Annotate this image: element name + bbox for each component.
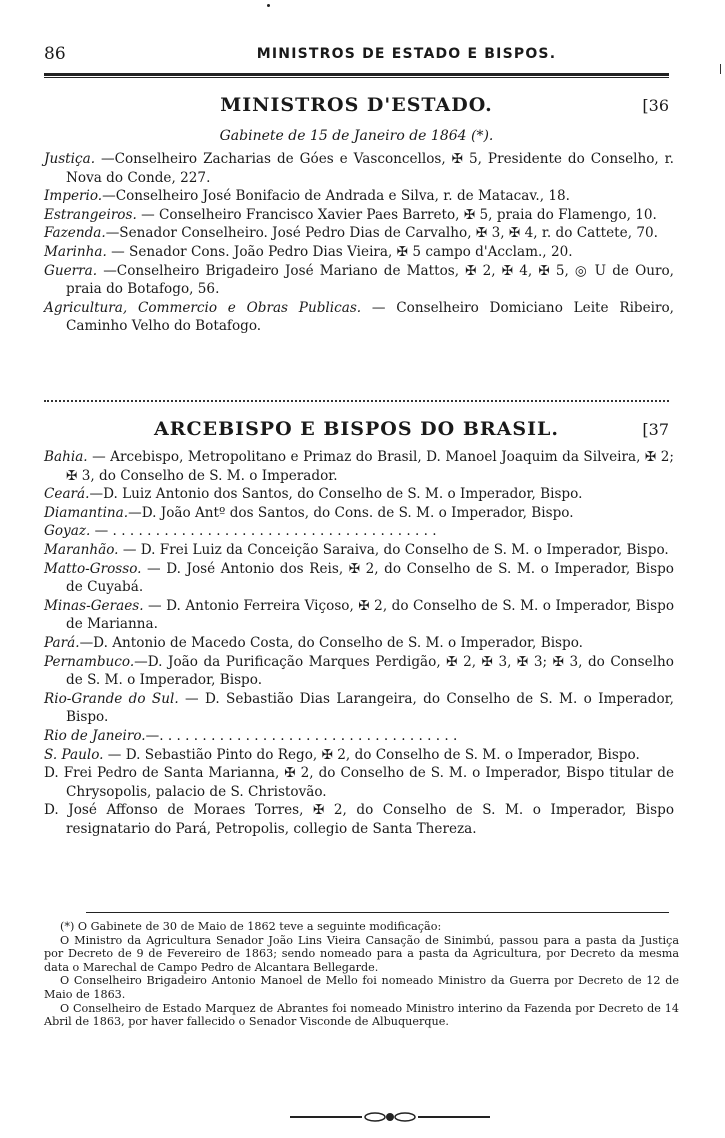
list-item: Rio de Janeiro.—. . . . . . . . . . . . . . . . . . . . . . . . . . . . . . . . . . . <box>44 727 458 744</box>
bispos-number: [37 <box>642 420 669 439</box>
list-item: Goyaz. — . . . . . . . . . . . . . . . . . . . . . . . . . . . . . . . . . . . . . . <box>44 523 437 540</box>
list-item: Justiça. —Conselheiro Zacharias de Góes e Vasconcellos, ✠ 5, Presidente do Conselho, r. Nova do Conde, 227. <box>44 151 674 186</box>
list-item: Ceará.—D. Luiz Antonio dos Santos, do Conselho de S. M. o Imperador, Bispo. <box>44 486 583 503</box>
ink-dot <box>267 4 270 7</box>
page-number: 86 <box>44 44 66 64</box>
list-item: Agricultura, Commercio e Obras Publicas. — Conselheiro Domiciano Leite Ribeiro, Caminho Velho do Botafogo. <box>44 299 675 335</box>
list-item: Estrangeiros. — Conselheiro Francisco Xavier Paes Barreto, ✠ 5, praia do Flamengo, 10. <box>44 206 657 223</box>
list-item: Matto-Grosso. — D. José Antonio dos Reis, ✠ 2, do Conselho de S. M. o Imperador, Bispo de Cuyabá. <box>44 560 674 596</box>
ornament-icon <box>290 1111 490 1123</box>
ministros-title: MINISTROS D'ESTADO. <box>220 94 493 116</box>
list-item: Rio-Grande do Sul. — D. Sebastião Dias Larangeira, do Conselho de S. M. o Imperador, Bispo. <box>44 690 674 726</box>
list-item: D. José Affonso de Moraes Torres, ✠ 2, do Conselho de S. M. o Imperador, Bispo resignatario do Pará, Petropolis, collegio de Santa Thereza. <box>44 802 674 837</box>
bispos-list <box>44 448 674 838</box>
list-item: Diamantina.—D. João Antº dos Santos, do Cons. de S. M. o Imperador, Bispo. <box>44 504 574 521</box>
footnote: (*) O Gabinete de 30 de Maio de 1862 teve a seguinte modificação: <box>60 920 442 933</box>
list-item: Marinha. — Senador Cons. João Pedro Dias Vieira, ✠ 5 campo d'Acclam., 20. <box>44 243 573 260</box>
list-item: Guerra. —Conselheiro Brigadeiro José Mariano de Mattos, ✠ 2, ✠ 4, ✠ 5, ◎ U de Ouro, praia do Botafogo, 56. <box>44 262 674 298</box>
running-head <box>44 44 669 68</box>
list-item: Maranhão. — D. Frei Luiz da Conceição Saraiva, do Conselho de S. M. o Imperador, Bispo. <box>44 541 669 558</box>
list-item: Imperio.—Conselheiro José Bonifacio de Andrada e Silva, r. de Matacav., 18. <box>44 188 570 205</box>
bispos-title: ARCEBISPO E BISPOS DO BRASIL. <box>153 418 559 440</box>
footnote: O Conselheiro de Estado Marquez de Abrantes foi nomeado Ministro interino da Fazenda por Decreto de 14 Abril de 1863, por haver fallecido o Senador Visconde de Albuquerque. <box>44 1001 679 1029</box>
list-item: Fazenda.—Senador Conselheiro. José Pedro Dias de Carvalho, ✠ 3, ✠ 4, r. do Cattete, 70. <box>44 225 658 242</box>
list-item: S. Paulo. — D. Sebastião Pinto do Rego, ✠ 2, do Conselho de S. M. o Imperador, Bispo. <box>44 746 640 763</box>
ministros-subtitle: Gabinete de 15 de Janeiro de 1864 (*). <box>219 128 494 144</box>
section-divider <box>44 400 669 402</box>
list-item: Minas-Geraes. — D. Antonio Ferreira Viçoso, ✠ 2, do Conselho de S. M. o Imperador, Bispo de Marianna. <box>44 597 674 633</box>
footnotes <box>44 920 679 1029</box>
list-item: Bahia. — Arcebispo, Metropolitano e Primaz do Brasil, D. Manoel Joaquim da Silveira, ✠ 2; ✠ 3, do Conselho de S. M. o Imperador. <box>44 449 674 484</box>
footnote: O Ministro da Agricultura Senador João Lins Vieira Cansação de Sinimbú, passou para a pasta da Justiça por Decreto de 9 de Fevereiro de 1863; sendo nomeado para a pasta da Agricultura, por Decreto da mesma data o Marechal de Campo Pedro de Alcantara Bellegarde. <box>44 933 679 974</box>
edge-mark <box>720 64 721 74</box>
ministros-heading <box>44 94 669 120</box>
footnote: O Conselheiro Brigadeiro Antonio Manoel de Mello foi nomeado Ministro da Guerra por Decreto de 12 de Maio de 1863. <box>44 974 679 1001</box>
ministros-list <box>44 150 674 336</box>
running-title: MINISTROS DE ESTADO E BISPOS. <box>256 46 557 62</box>
bispos-heading <box>44 418 669 444</box>
ministros-number: [36 <box>642 96 669 115</box>
list-item: Pernambuco.—D. João da Purificação Marques Perdigão, ✠ 2, ✠ 3, ✠ 3; ✠ 3, do Conselho de S. M. o Imperador, Bispo. <box>44 653 674 689</box>
list-item: D. Frei Pedro de Santa Marianna, ✠ 2, do Conselho de S. M. o Imperador, Bispo titular de Chrysopolis, palacio de S. Christovão. <box>44 765 674 800</box>
list-item: Pará.—D. Antonio de Macedo Costa, do Conselho de S. M. o Imperador, Bispo. <box>44 634 583 651</box>
header-rule <box>44 73 669 78</box>
footnote-rule <box>86 912 669 913</box>
